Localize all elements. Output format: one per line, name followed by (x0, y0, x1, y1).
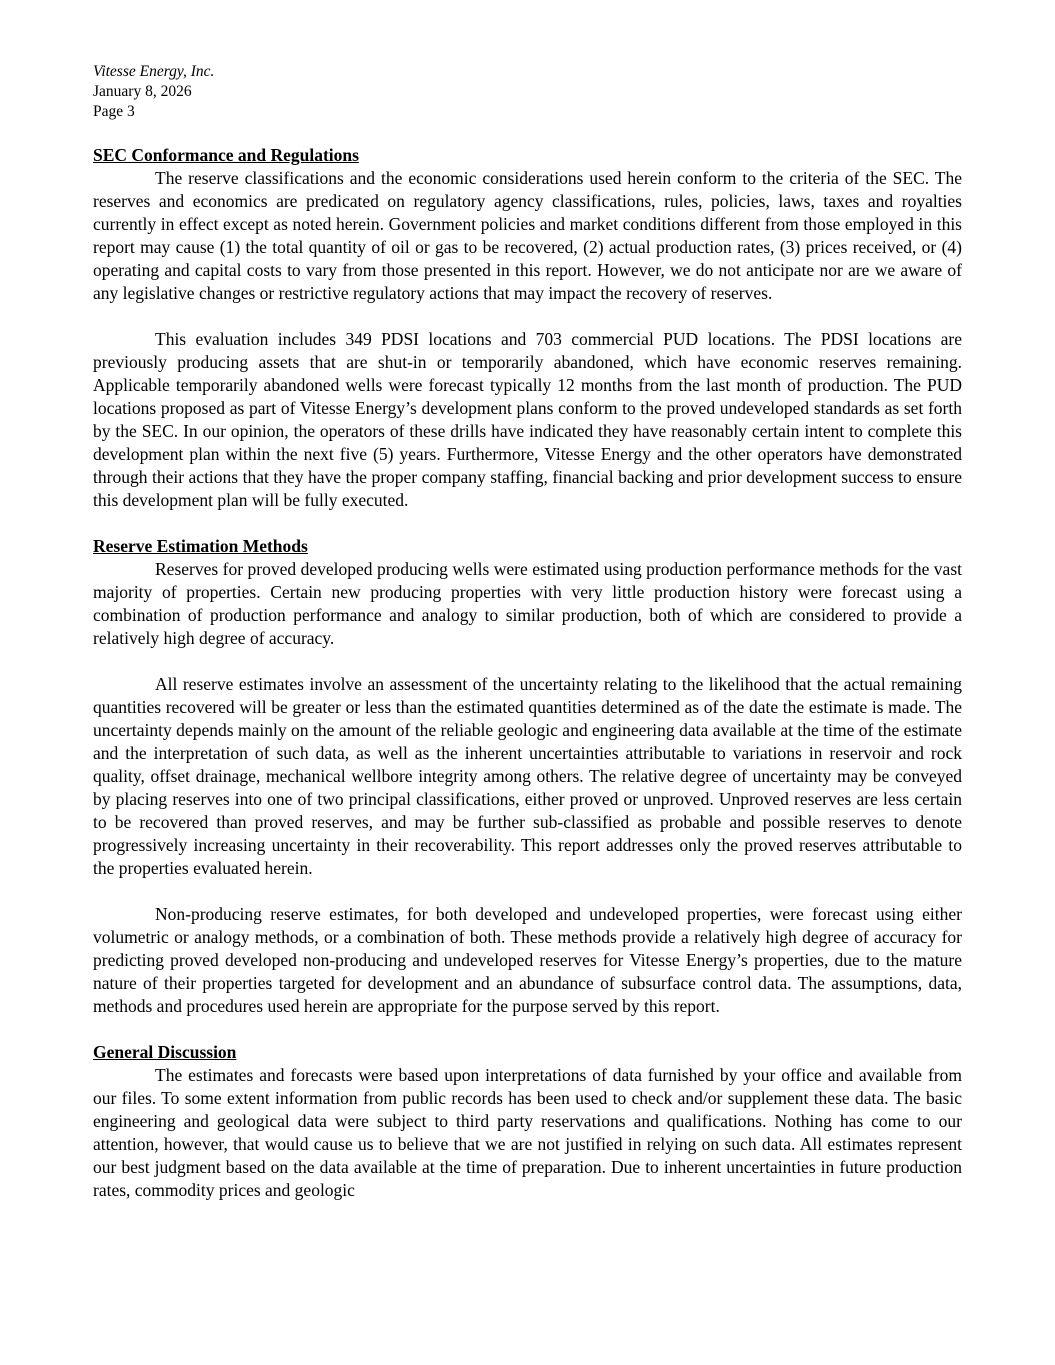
paragraph-evaluation-locations: This evaluation includes 349 PDSI locations and 703 commercial PUD locations. The PDSI locations are previously producing assets that are shut-in or temporarily abandoned, which have economic reserves remaining. Applicable temporarily abandoned wells were forecast typically 12 months from the last month of production. The PUD locations proposed as part of Vitesse Energy’s development plans conform to the proved undeveloped standards as set forth by the SEC. In our opinion, the operators of these drills have indicated they have reasonably certain intent to complete this development plan within the next five (5) years. Furthermore, Vitesse Energy and the other operators have demonstrated through their actions that they have the proper company staffing, financial backing and prior development success to ensure this development plan will be fully executed. (93, 329, 962, 510)
header-company: Vitesse Energy, Inc. (93, 63, 215, 80)
header-date: January 8, 2026 (93, 83, 192, 100)
section-heading-reserve-estimation: Reserve Estimation Methods (93, 536, 308, 556)
paragraph-non-producing: Non-producing reserve estimates, for both developed and undeveloped properties, were forecast using either volumetric or analogy methods, or a combination of both. These methods provide a relatively high degree of accuracy for predicting proved developed non-producing and undeveloped reserves for Vitesse Energy’s properties, due to the mature nature of their properties targeted for development and an abundance of subsurface control data. The assumptions, data, methods and procedures used herein are appropriate for the purpose served by this report. (93, 904, 962, 1016)
paragraph-uncertainty: All reserve estimates involve an assessment of the uncertainty relating to the likelihood that the actual remaining quantities recovered will be greater or less than the estimated quantities determined as of the date the estimate is made. The uncertainty depends mainly on the amount of the reliable geologic and engineering data available at the time of the estimate and the interpretation of such data, as well as the inherent uncertainties attributable to variations in reservoir and rock quality, offset drainage, mechanical wellbore integrity among others. The relative degree of uncertainty may be conveyed by placing reserves into one of two principal classifications, either proved or unproved. Unproved reserves are less certain to be recovered than proved reserves, and may be further sub-classified as probable and possible reserves to denote progressively increasing uncertainty in their recoverability. This report addresses only the proved reserves attributable to the properties evaluated herein. (93, 674, 962, 878)
paragraph-sec-conformance: The reserve classifications and the economic considerations used herein conform to the criteria of the SEC. The reserves and economics are predicated on regulatory agency classifications, rules, policies, laws, taxes and royalties currently in effect except as noted herein. Government policies and market conditions different from those employed in this report may cause (1) the total quantity of oil or gas to be recovered, (2) actual production rates, (3) prices received, or (4) operating and capital costs to vary from those presented in this report. However, we do not anticipate nor are we aware of any legislative changes or restrictive regulatory actions that may impact the recovery of reserves. (93, 168, 962, 303)
paragraph-proved-developed: Reserves for proved developed producing wells were estimated using production performance methods for the vast majority of properties. Certain new producing properties with very little production history were forecast using a combination of production performance and analogy to similar production, both of which are considered to provide a relatively high degree of accuracy. (93, 559, 962, 648)
paragraph-general-discussion: The estimates and forecasts were based upon interpretations of data furnished by your office and available from our files. To some extent information from public records has been used to check and/or supplement these data. The basic engineering and geological data were subject to third party reservations and qualifications. Nothing has come to our attention, however, that would cause us to believe that we are not justified in relying on such data. All estimates represent our best judgment based on the data available at the time of preparation. Due to inherent uncertainties in future production rates, commodity prices and geologic (93, 1065, 962, 1200)
document-page (93, 62, 962, 1202)
header-page-number: Page 3 (93, 103, 135, 120)
section-heading-general-discussion: General Discussion (93, 1042, 237, 1062)
section-heading-sec-conformance: SEC Conformance and Regulations (93, 145, 359, 165)
